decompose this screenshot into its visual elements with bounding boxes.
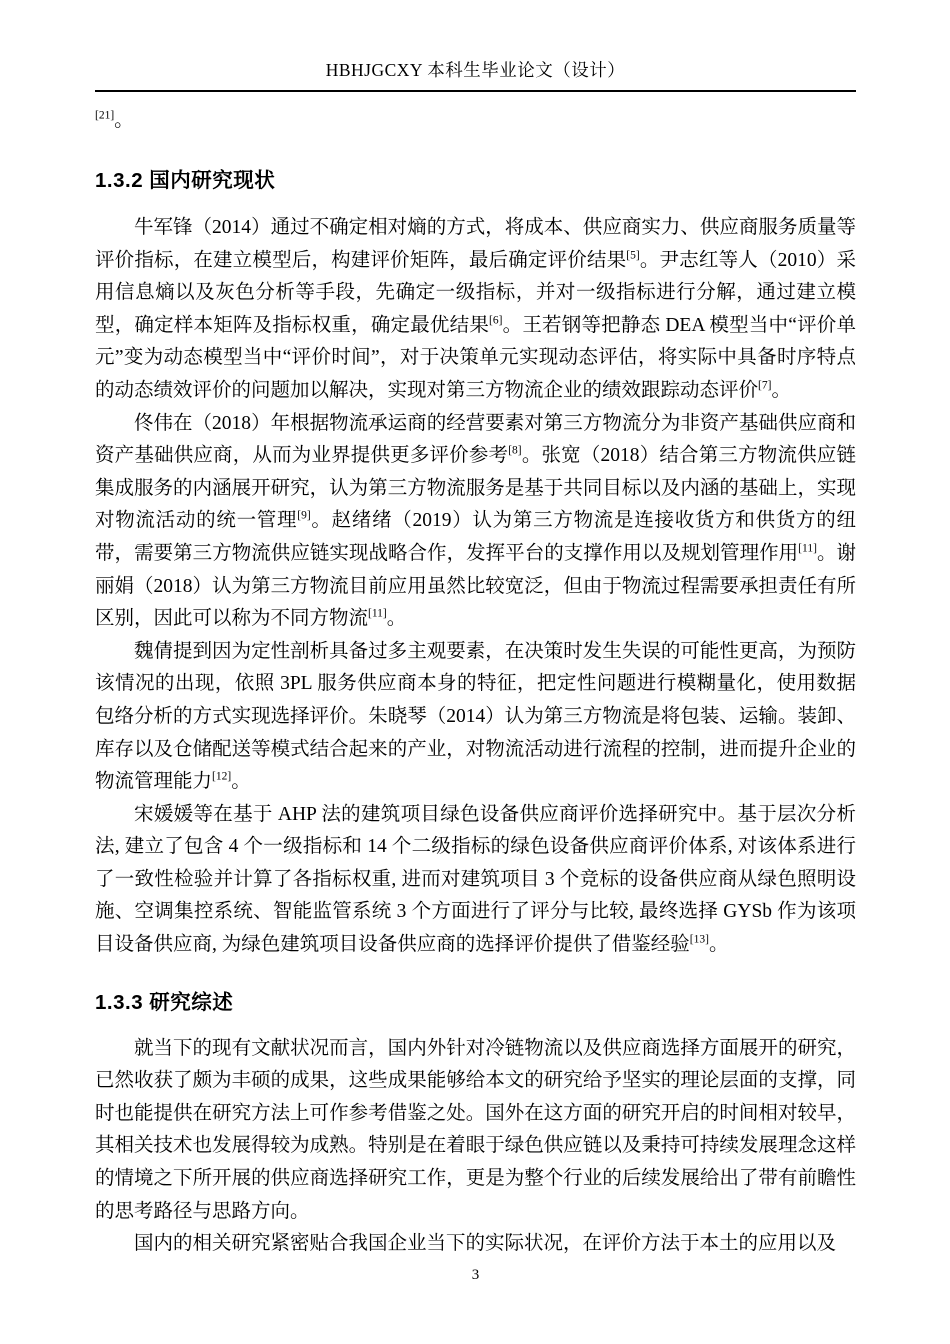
citation-reference: [7] bbox=[758, 379, 772, 392]
citation-reference: [13] bbox=[689, 933, 709, 946]
text-column bbox=[95, 0, 856, 1284]
text-run: 。赵绪绪（2019）认为第三方物流是连接收货方和供货方的纽带，需要第三方物流供应链实现战略合作，发挥平台的支撑作用以及规划管理作用 bbox=[95, 510, 856, 564]
text-run: 。 bbox=[114, 110, 134, 131]
text-run: 。王若钢等把静态 DEA 模型当中“评价单元”变为动态模型当中“评价时间”，对于决策单元实现动态评估，将实际中具备时序特点的动态绩效评价的问题加以解决，实现对第三方物流企业的绩效跟踪动态评价 bbox=[95, 314, 856, 401]
paragraph bbox=[95, 1033, 856, 1229]
section-paragraphs bbox=[95, 1033, 856, 1261]
paragraph bbox=[95, 799, 856, 962]
page-header-title: HBHJGCXY 本科生毕业论文（设计） bbox=[325, 60, 626, 80]
text-run: 魏倩提到因为定性剖析具备过多主观要素，在决策时发生失误的可能性更高，为预防该情况的出现，依照 3PL 服务供应商本身的特征，把定性问题进行模糊量化，使用数据包络分析的方式实现选择评价。朱晓琴（2014）认为第三方物流是将包装、运输。装卸、库存以及仓储配送等模式结合起来的产业，对物流活动进行流程的控制，进而提升企业的物流管理能力 bbox=[95, 640, 856, 793]
section-1-3-3 bbox=[95, 985, 856, 1261]
page-header bbox=[95, 0, 856, 92]
page-footer bbox=[95, 1267, 856, 1284]
paragraph bbox=[95, 212, 856, 408]
text-run: 。张宽（2018）结合第三方物流供应链集成服务的内涵展开研究，认为第三方物流服务是基于共同目标以及内涵的基础上，实现对物流活动的统一管理 bbox=[95, 445, 856, 532]
text-run: 佟伟在（2018）年根据物流承运商的经营要素对第三方物流分为非资产基础供应商和资产基础供应商，从而为业界提供更多评价参考 bbox=[95, 412, 856, 467]
paragraph bbox=[95, 636, 856, 799]
citation-reference: [11] bbox=[368, 607, 387, 620]
citation-reference: [21] bbox=[95, 109, 115, 122]
text-run: 。 bbox=[771, 379, 791, 401]
citation-reference: [6] bbox=[489, 314, 503, 327]
section-heading-domestic-research: 1.3.2 国内研究现状 bbox=[95, 169, 276, 192]
section-paragraphs bbox=[95, 212, 856, 962]
text-run: 国内的相关研究紧密贴合我国企业当下的实际状况，在评价方法于本土的应用以及 bbox=[134, 1233, 837, 1255]
text-run: 。 bbox=[708, 934, 729, 956]
page-number: 3 bbox=[471, 1266, 480, 1283]
orphan-reference-line bbox=[95, 106, 856, 136]
paragraph bbox=[95, 1228, 856, 1261]
citation-reference: [8] bbox=[508, 444, 522, 457]
text-run: 。 bbox=[386, 608, 407, 630]
citation-reference: [12] bbox=[212, 770, 232, 783]
section-heading-research-summary: 1.3.3 研究综述 bbox=[95, 990, 234, 1014]
citation-reference: [9] bbox=[297, 509, 311, 522]
text-run: 。 bbox=[231, 771, 251, 793]
citation-reference: [11] bbox=[798, 542, 817, 555]
paragraph bbox=[95, 408, 856, 636]
text-run: 。尹志红等人（2010）采用信息熵以及灰色分析等手段，先确定一级指标，并对一级指标进行分解，通过建立模型，确定样本矩阵及指标权重，确定最优结果 bbox=[95, 249, 856, 336]
citation-reference: [5] bbox=[626, 249, 640, 262]
text-run: 。谢丽娟（2018）认为第三方物流目前应用虽然比较宽泛，但由于物流过程需要承担责任有所区别，因此可以称为不同方物流 bbox=[95, 542, 856, 630]
text-run: 宋媛媛等在基于 AHP 法的建筑项目绿色设备供应商评价选择研究中。基于层次分析法, 建立了包含 4 个一级指标和 14 个二级指标的绿色设备供应商评价体系, 对该体系进行了一致性检验并计算了各指标权重, 进而对建筑项目 3 个竞标的设备供应商从绿色照明设施、空调集控系统、智能监管系统 3 个方面进行了评分与比较, 最终选择 GYSb 作为该项目设备供应商, 为绿色建筑项目设备供应商的选择评价提供了借鉴经验 bbox=[95, 803, 856, 956]
text-run: 就当下的现有文献状况而言，国内外针对冷链物流以及供应商选择方面展开的研究，已然收获了颇为丰硕的成果，这些成果能够给本文的研究给予坚实的理论层面的支撑，同时也能提供在研究方法上可作参考借鉴之处。国外在这方面的研究开启的时间相对较早，其相关技术也发展得较为成熟。特别是在着眼于绿色供应链以及秉持可持续发展理念这样的情境之下所开展的供应商选择研究工作，更是为整个行业的后续发展给出了带有前瞻性的思考路径与思路方向。 bbox=[95, 1037, 856, 1222]
text-run: 牛军锋（2014）通过不确定相对熵的方式，将成本、供应商实力、供应商服务质量等评价指标，在建立模型后，构建评价矩阵，最后确定评价结果 bbox=[95, 217, 856, 271]
section-1-3-2 bbox=[95, 163, 856, 962]
